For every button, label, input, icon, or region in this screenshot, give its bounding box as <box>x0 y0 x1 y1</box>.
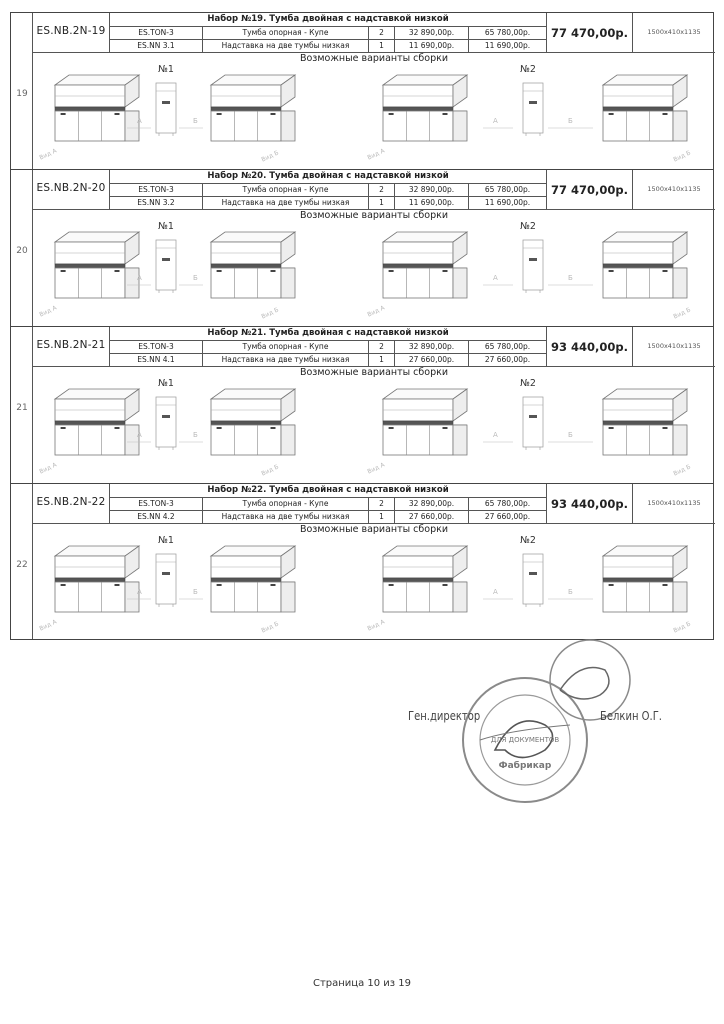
item-price: 27 660,00р. <box>395 354 469 367</box>
set-header <box>33 484 715 524</box>
view-a-label: А <box>493 117 498 125</box>
variants-heading: Возможные варианты сборки <box>299 367 449 378</box>
set-block <box>10 483 714 640</box>
row-number: 20 <box>11 170 33 326</box>
view-a-caption: Вид А <box>38 147 58 162</box>
view-b-label: Б <box>193 588 198 596</box>
item-price: 32 890,00р. <box>395 498 469 511</box>
variant2-label: №2 <box>520 64 536 75</box>
variant1-view-a <box>55 232 139 298</box>
view-a-label: А <box>137 117 142 125</box>
item-sum: 65 780,00р. <box>484 342 531 351</box>
assembly-illustration <box>33 220 715 325</box>
set-line <box>110 354 546 367</box>
variant2-module <box>523 554 543 607</box>
set-dimensions: 1500x410x1135 <box>647 499 701 507</box>
item-qty: 2 <box>369 498 395 511</box>
set-title: Набор №20. Тумба двойная с надставкой низкой <box>110 170 546 184</box>
variant2-view-b <box>603 389 687 455</box>
set-line <box>110 40 546 53</box>
item-qty: 1 <box>369 40 395 53</box>
item-code: ES.TON-3 <box>110 27 203 40</box>
view-b-caption: Вид Б <box>672 463 692 478</box>
item-qty: 1 <box>369 511 395 524</box>
set-dimensions: 1500x410x1135 <box>647 185 701 193</box>
variant2-view-a <box>383 546 467 612</box>
variant1-label: №1 <box>158 221 174 232</box>
variant1-module <box>156 554 176 607</box>
row-number: 21 <box>11 327 33 483</box>
view-b-label: Б <box>193 431 198 439</box>
set-header <box>33 327 715 367</box>
item-sum: 11 690,00р. <box>484 198 531 207</box>
set-line <box>110 27 546 40</box>
variant2-label: №2 <box>520 378 536 389</box>
set-code: ES.NB.2N-20 <box>33 170 110 210</box>
set-price: 77 470,00р. <box>546 13 633 53</box>
set-price: 93 440,00р. <box>546 484 633 524</box>
svg-text:Фабрикар: Фабрикар <box>498 761 552 771</box>
variant2-label: №2 <box>520 535 536 546</box>
item-qty: 1 <box>369 197 395 210</box>
variant1-view-a <box>55 546 139 612</box>
item-name: Надставка на две тумбы низкая <box>203 511 369 524</box>
item-sum: 11 690,00р. <box>484 41 531 50</box>
view-b-label: Б <box>568 274 573 282</box>
row-number: 22 <box>11 484 33 639</box>
set-dimensions: 1500x410x1135 <box>647 28 701 36</box>
variant1-view-b <box>211 232 295 298</box>
item-name: Тумба опорная - Купе <box>203 498 369 511</box>
variant2-view-a <box>383 75 467 141</box>
sets-table <box>10 12 714 640</box>
view-a-caption: Вид А <box>38 618 58 633</box>
set-price: 93 440,00р. <box>546 327 633 367</box>
assembly-illustration <box>33 63 715 168</box>
variant1-module <box>156 240 176 293</box>
variant1-module <box>156 397 176 450</box>
item-name: Надставка на две тумбы низкая <box>203 354 369 367</box>
item-price: 27 660,00р. <box>395 511 469 524</box>
variant2-view-a <box>383 232 467 298</box>
variant2-label: №2 <box>520 221 536 232</box>
set-title: Набор №21. Тумба двойная с надставкой низкой <box>110 327 546 341</box>
view-a-caption: Вид А <box>366 304 386 319</box>
set-title: Набор №19. Тумба двойная с надставкой низкой <box>110 13 546 27</box>
variant1-label: №1 <box>158 64 174 75</box>
set-code: ES.NB.2N-21 <box>33 327 110 367</box>
set-line <box>110 511 546 524</box>
view-a-label: А <box>137 431 142 439</box>
item-sum: 65 780,00р. <box>484 28 531 37</box>
svg-text:ДЛЯ ДОКУМЕНТОВ: ДЛЯ ДОКУМЕНТОВ <box>490 736 560 744</box>
item-price: 11 690,00р. <box>395 40 469 53</box>
item-code: ES.NN 3.2 <box>110 197 203 210</box>
page-footer: Страница 10 из 19 <box>312 978 412 989</box>
view-a-caption: Вид А <box>366 461 386 476</box>
variants-heading: Возможные варианты сборки <box>299 53 449 64</box>
view-b-label: Б <box>193 274 198 282</box>
item-code: ES.NN 4.1 <box>110 354 203 367</box>
item-name: Тумба опорная - Купе <box>203 184 369 197</box>
variant2-view-b <box>603 232 687 298</box>
item-name: Тумба опорная - Купе <box>203 341 369 354</box>
variant1-view-a <box>55 75 139 141</box>
view-b-label: Б <box>568 431 573 439</box>
item-price: 32 890,00р. <box>395 184 469 197</box>
set-title: Набор №22. Тумба двойная с надставкой низкой <box>110 484 546 498</box>
view-a-caption: Вид А <box>38 304 58 319</box>
set-block <box>10 12 714 169</box>
variant2-module <box>523 83 543 136</box>
item-name: Тумба опорная - Купе <box>203 27 369 40</box>
item-name: Надставка на две тумбы низкая <box>203 40 369 53</box>
view-b-caption: Вид Б <box>260 306 280 321</box>
set-price: 77 470,00р. <box>546 170 633 210</box>
set-code: ES.NB.2N-22 <box>33 484 110 524</box>
view-a-label: А <box>493 588 498 596</box>
item-code: ES.NN 4.2 <box>110 511 203 524</box>
item-qty: 2 <box>369 184 395 197</box>
variant2-view-b <box>603 546 687 612</box>
item-code: ES.TON-3 <box>110 498 203 511</box>
view-a-caption: Вид А <box>366 618 386 633</box>
variant2-view-a <box>383 389 467 455</box>
variant1-view-b <box>211 546 295 612</box>
set-dimensions: 1500x410x1135 <box>647 342 701 350</box>
variant1-view-b <box>211 389 295 455</box>
set-line <box>110 498 546 511</box>
view-b-caption: Вид Б <box>672 149 692 164</box>
view-b-caption: Вид Б <box>260 149 280 164</box>
variants-heading: Возможные варианты сборки <box>299 210 449 221</box>
variant1-label: №1 <box>158 378 174 389</box>
item-price: 11 690,00р. <box>395 197 469 210</box>
set-code: ES.NB.2N-19 <box>33 13 110 53</box>
variant2-module <box>523 397 543 450</box>
set-line <box>110 341 546 354</box>
set-block <box>10 326 714 483</box>
item-sum: 27 660,00р. <box>484 512 531 521</box>
item-qty: 2 <box>369 27 395 40</box>
view-b-label: Б <box>193 117 198 125</box>
item-qty: 1 <box>369 354 395 367</box>
variant1-label: №1 <box>158 535 174 546</box>
item-sum: 65 780,00р. <box>484 185 531 194</box>
view-a-label: А <box>137 588 142 596</box>
item-sum: 65 780,00р. <box>484 499 531 508</box>
item-code: ES.TON-3 <box>110 184 203 197</box>
variants-heading: Возможные варианты сборки <box>299 524 449 535</box>
variant2-view-b <box>603 75 687 141</box>
item-name: Надставка на две тумбы низкая <box>203 197 369 210</box>
set-header <box>33 13 715 53</box>
item-price: 32 890,00р. <box>395 341 469 354</box>
view-b-caption: Вид Б <box>672 306 692 321</box>
view-a-caption: Вид А <box>366 147 386 162</box>
item-sum: 27 660,00р. <box>484 355 531 364</box>
item-code: ES.TON-3 <box>110 341 203 354</box>
variant2-module <box>523 240 543 293</box>
signature-position: Ген.директор <box>408 708 481 723</box>
set-block <box>10 169 714 326</box>
assembly-illustration <box>33 377 715 482</box>
item-price: 32 890,00р. <box>395 27 469 40</box>
view-a-label: А <box>493 431 498 439</box>
item-code: ES.NN 3.1 <box>110 40 203 53</box>
view-b-caption: Вид Б <box>260 620 280 635</box>
signature-name: Белкин О.Г. <box>600 708 662 723</box>
view-b-label: Б <box>568 117 573 125</box>
variant1-view-a <box>55 389 139 455</box>
view-b-label: Б <box>568 588 573 596</box>
view-a-label: А <box>493 274 498 282</box>
set-header <box>33 170 715 210</box>
view-a-label: А <box>137 274 142 282</box>
assembly-illustration <box>33 534 715 639</box>
set-line <box>110 184 546 197</box>
row-number: 19 <box>11 13 33 169</box>
set-line <box>110 197 546 210</box>
item-qty: 2 <box>369 341 395 354</box>
variant1-module <box>156 83 176 136</box>
variant1-view-b <box>211 75 295 141</box>
view-b-caption: Вид Б <box>260 463 280 478</box>
view-a-caption: Вид А <box>38 461 58 476</box>
view-b-caption: Вид Б <box>672 620 692 635</box>
